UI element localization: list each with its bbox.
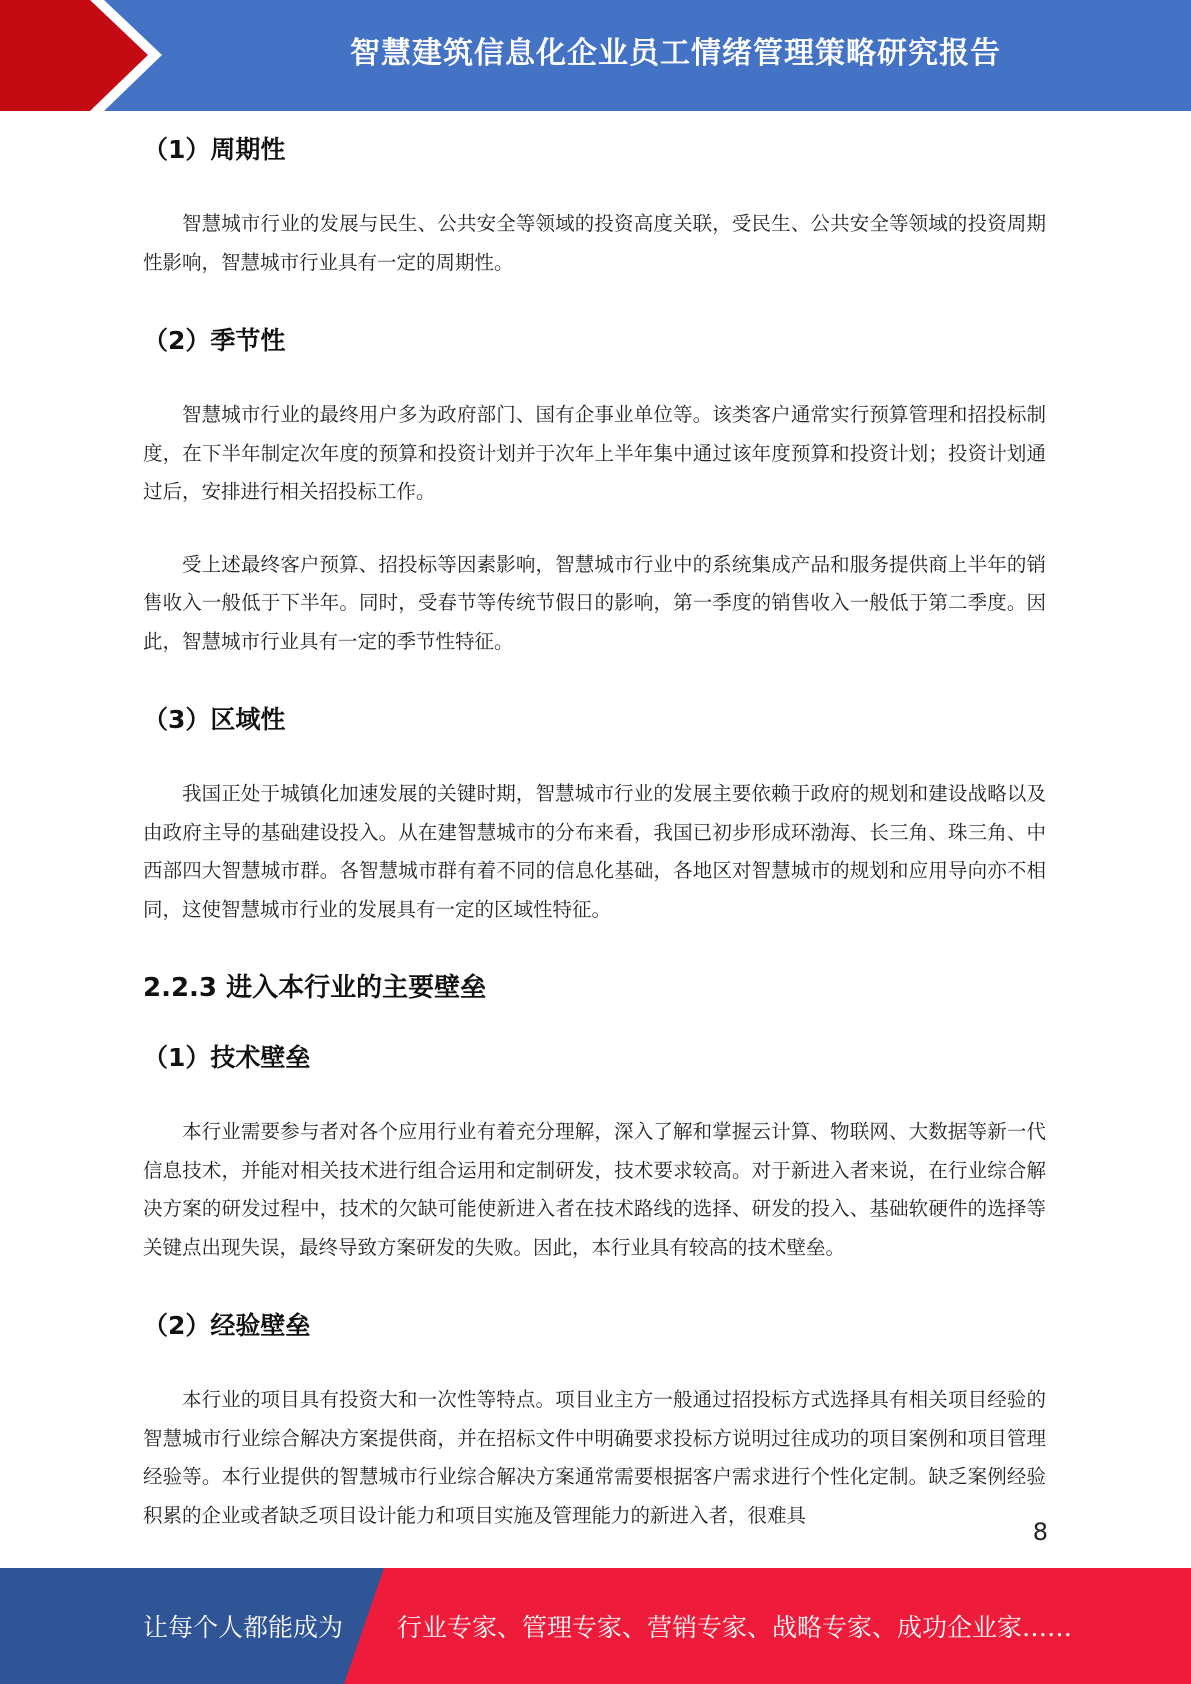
page-number: 8 [1032, 1518, 1048, 1546]
page-header [0, 0, 1191, 111]
report-title: 智慧建筑信息化企业员工情绪管理策略研究报告 [350, 36, 1001, 71]
document-body [143, 125, 1046, 1535]
header-red-chevron [0, 0, 148, 111]
paragraph-experience-barrier: 本行业的项目具有投资大和一次性等特点。项目业主方一般通过招投标方式选择具有相关项目经验的智慧城市行业综合解决方案提供商，并在招标文件中明确要求投标方说明过往成功的项目案例和项目管理经验等。本行业提供的智慧城市行业综合解决方案通常需要根据客户需求进行个性化定制。缺乏案例经验积累的企业或者缺乏项目设计能力和项目实施及管理能力的新进入者，很难具 [143, 1388, 1046, 1527]
footer-slogan-left: 让每个人都能成为 [143, 1613, 344, 1642]
subheading-seasonal: （2）季节性 [143, 326, 286, 355]
paragraph-technical-barrier: 本行业需要参与者对各个应用行业有着充分理解，深入了解和掌握云计算、物联网、大数据等新一代信息技术，并能对相关技术进行组合运用和定制研发，技术要求较高。对于新进入者来说，在行业综合解决方案的研发过程中，技术的欠缺可能使新进入者在技术路线的选择、研发的投入、基础软硬件的选择等关键点出现失误，最终导致方案研发的失败。因此，本行业具有较高的技术壁垒。 [143, 1120, 1046, 1259]
section-heading-barriers: 2.2.3 进入本行业的主要壁垒 [143, 973, 487, 1003]
subheading-experience-barrier: （2）经验壁垒 [143, 1311, 311, 1340]
subheading-cyclical: （1）周期性 [143, 135, 286, 164]
paragraph-seasonal-1: 智慧城市行业的最终用户多为政府部门、国有企事业单位等。该类客户通常实行预算管理和招投标制度，在下半年制定次年度的预算和投资计划并于次年上半年集中通过该年度预算和投资计划；投资计划通过后，安排进行相关招投标工作。 [143, 403, 1046, 503]
subheading-regional: （3）区域性 [143, 705, 286, 734]
paragraph-cyclical: 智慧城市行业的发展与民生、公共安全等领域的投资高度关联，受民生、公共安全等领域的投资周期性影响，智慧城市行业具有一定的周期性。 [143, 212, 1046, 274]
subheading-technical-barrier: （1）技术壁垒 [143, 1043, 311, 1072]
page-footer [0, 1568, 1191, 1684]
paragraph-seasonal-2: 受上述最终客户预算、招投标等因素影响，智慧城市行业中的系统集成产品和服务提供商上半年的销售收入一般低于下半年。同时，受春节等传统节假日的影响，第一季度的销售收入一般低于第二季度。因此，智慧城市行业具有一定的季节性特征。 [143, 552, 1046, 653]
paragraph-regional: 我国正处于城镇化加速发展的关键时期，智慧城市行业的发展主要依赖于政府的规划和建设战略以及由政府主导的基础建设投入。从在建智慧城市的分布来看，我国已初步形成环渤海、长三角、珠三角、中西部四大智慧城市群。各智慧城市群有着不同的信息化基础，各地区对智慧城市的规划和应用导向亦不相同，这使智慧城市行业的发展具有一定的区域性特征。 [143, 782, 1046, 921]
footer-slogan-right: 行业专家、管理专家、营销专家、战略专家、成功企业家…… [397, 1613, 1073, 1642]
